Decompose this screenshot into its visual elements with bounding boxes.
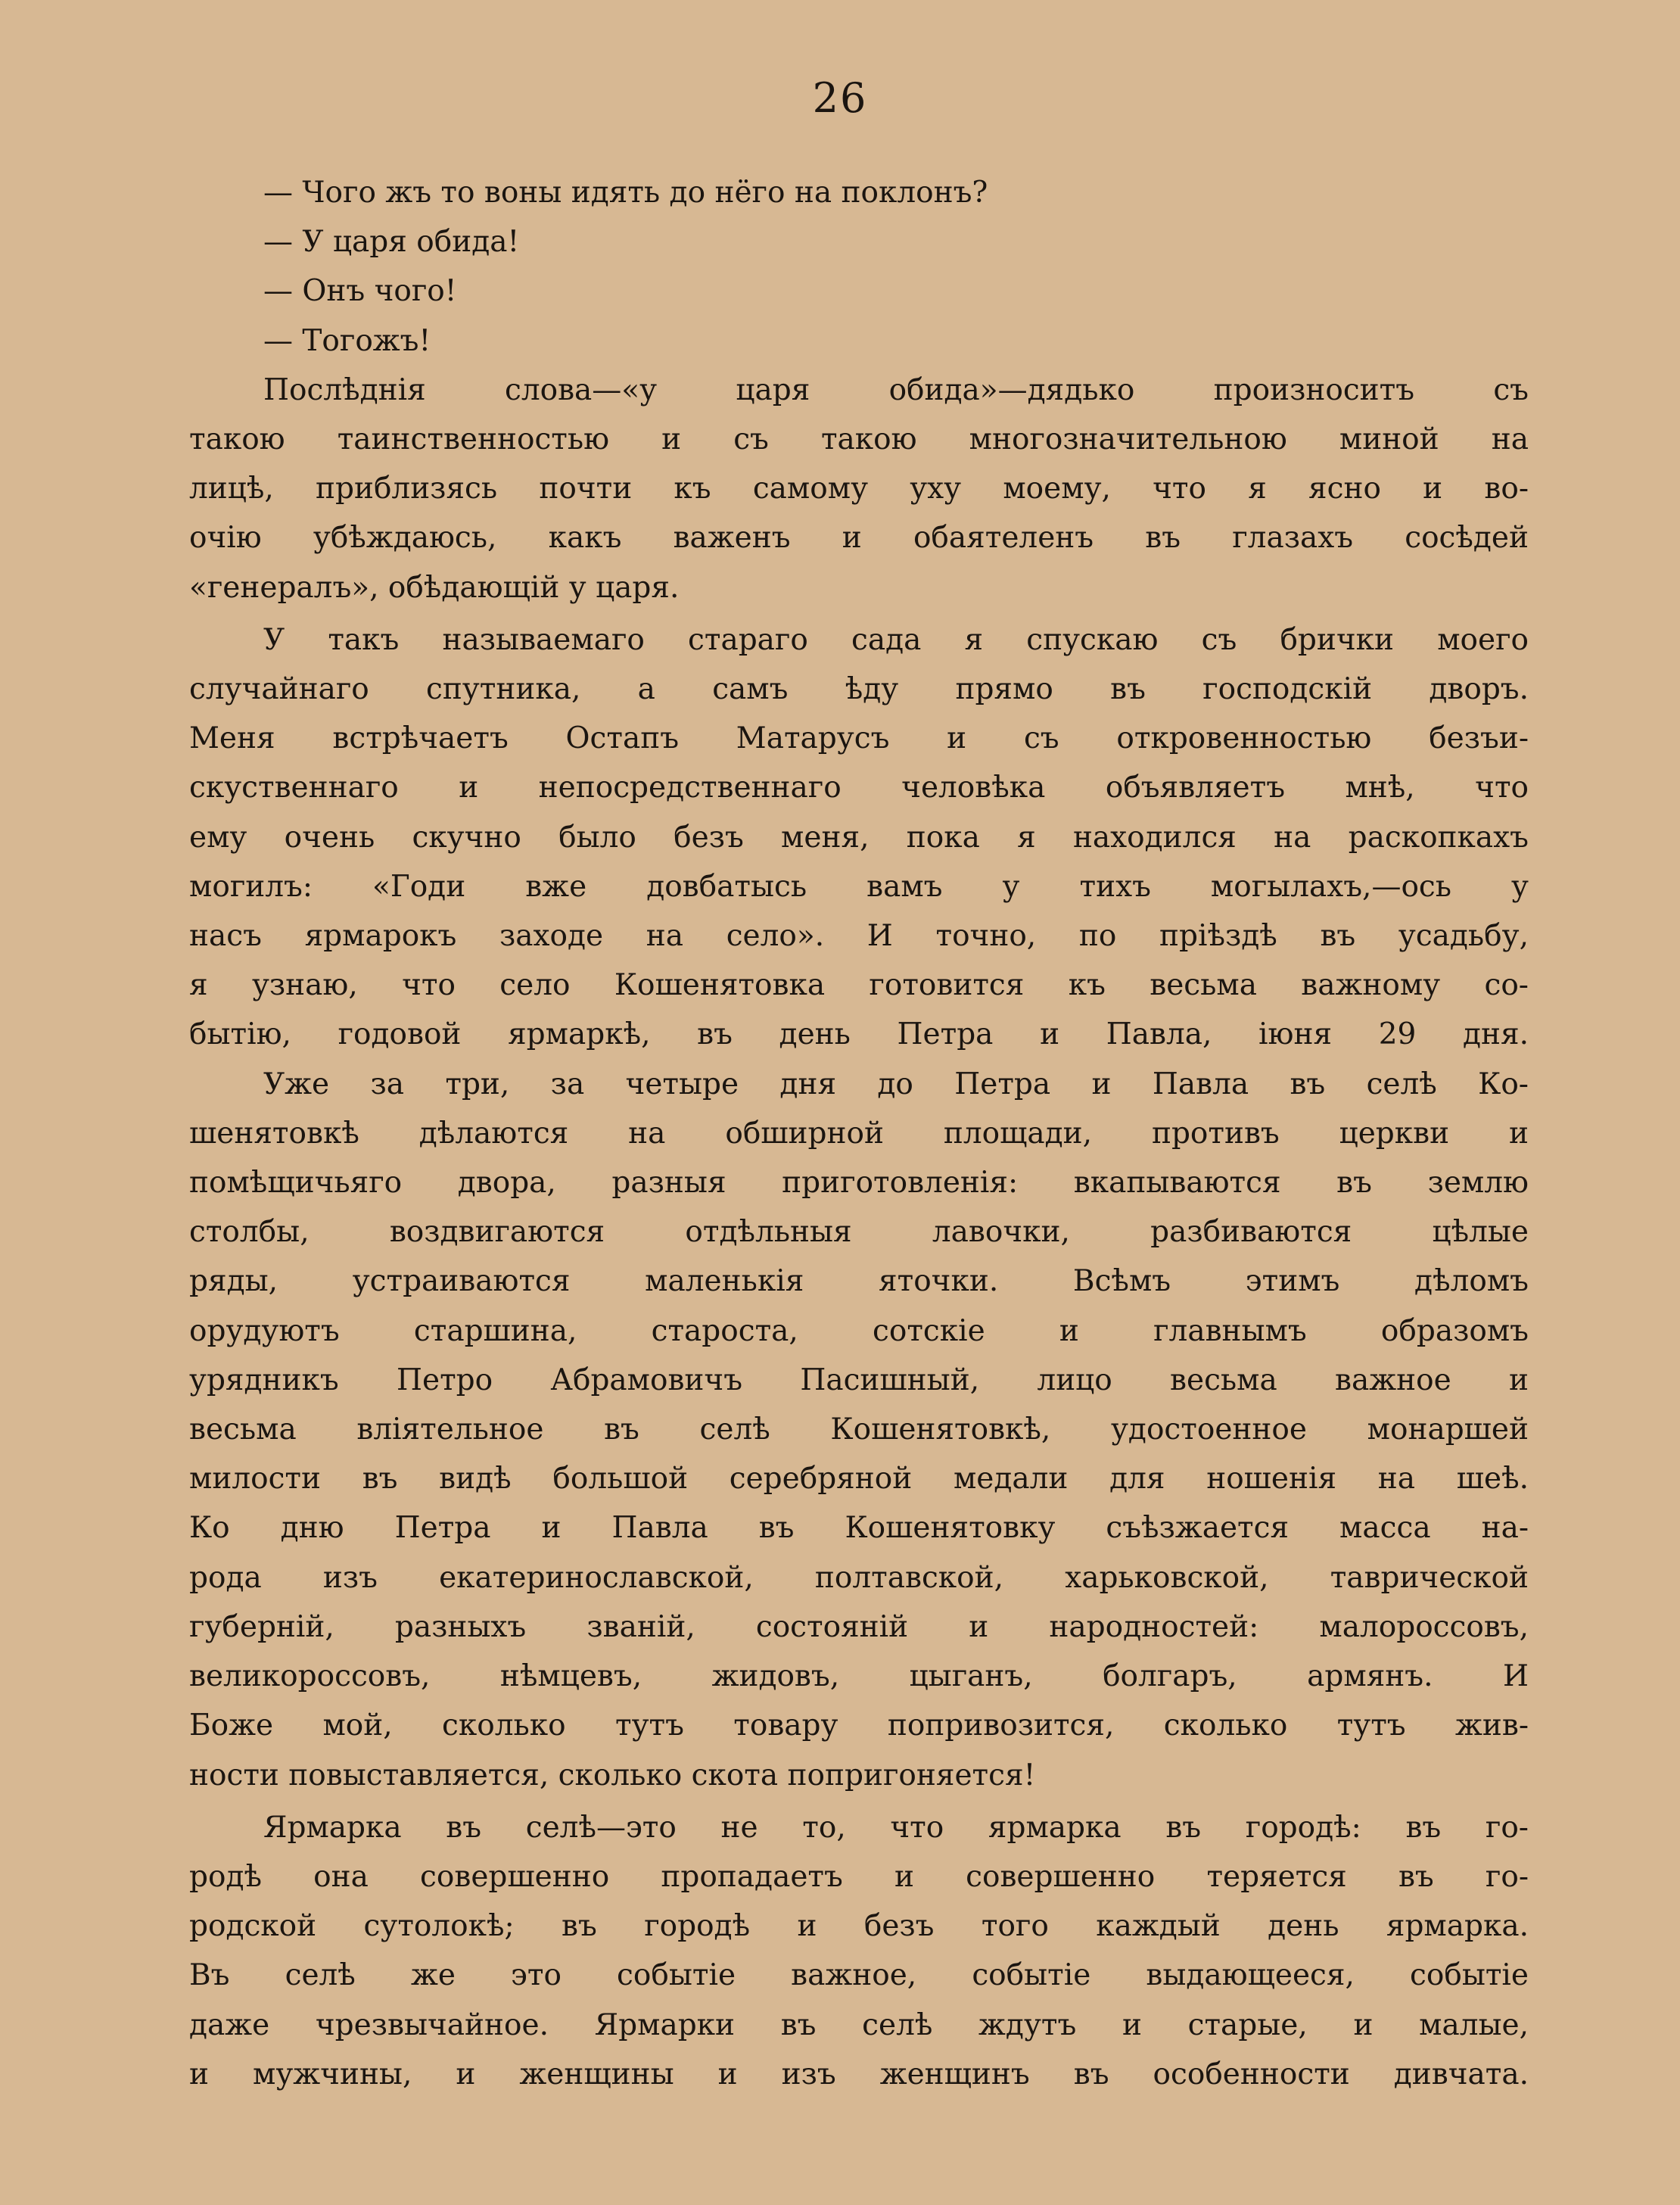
text-line: милости въ видѣ большой серебряной медали для ношенія на шеѣ. xyxy=(189,1462,1529,1496)
text-line: бытію, годовой ярмаркѣ, въ день Петра и Павла, іюня 29 дня. xyxy=(189,1017,1529,1052)
text-line: Ярмарка въ селѣ—это не то, что ярмарка въ городѣ: въ го- xyxy=(263,1810,1529,1845)
dialogue-line: — У царя обида! xyxy=(263,225,520,260)
page-text xyxy=(189,168,1529,2099)
text-line: губерній, разныхъ званій, состояній и народностей: малороссовъ, xyxy=(189,1609,1529,1644)
text-line: ряды, устраиваются маленькія яточки. Всѣмъ этимъ дѣломъ xyxy=(189,1264,1529,1299)
text-line: такою таинственностью и съ такою многозначительною миной на xyxy=(189,422,1529,457)
text-line: скуственнаго и непосредственнаго человѣка объявляетъ мнѣ, что xyxy=(189,771,1529,805)
text-line: весьма вліятельное въ селѣ Кошенятовкѣ, удостоенное монаршей xyxy=(189,1412,1529,1447)
text-line: урядникъ Петро Абрамовичъ Пасишный, лицо весьма важное и xyxy=(189,1363,1529,1397)
text-line: Меня встрѣчаетъ Остапъ Матарусъ и съ откровенностью безъи- xyxy=(189,721,1529,756)
text-line: орудуютъ старшина, староста, сотскіе и главнымъ образомъ xyxy=(189,1313,1529,1348)
text-line: рода изъ екатеринославской, полтавской, харьковской, таврической xyxy=(189,1560,1529,1595)
text-line: я узнаю, что село Кошенятовка готовится къ весьма важному со- xyxy=(189,968,1529,1003)
text-line: даже чрезвычайное. Ярмарки въ селѣ ждутъ и старые, и малые, xyxy=(189,2007,1529,2042)
text-line: родской сутолокѣ; въ городѣ и безъ того каждый день ярмарка. xyxy=(189,1909,1529,1944)
text-line: очію убѣждаюсь, какъ важенъ и обаятеленъ въ глазахъ сосѣдей xyxy=(189,521,1529,556)
page-number: 26 xyxy=(812,74,868,122)
text-line: Послѣднія слова—«у царя обида»—дядько произноситъ съ xyxy=(263,372,1529,407)
paragraph xyxy=(189,1803,1529,2099)
text-line: Ко дню Петра и Павла въ Кошенятовку съѣзжается масса на- xyxy=(189,1511,1529,1546)
dialogue-line: — Чого жъ то воны идять до нёго на поклонъ? xyxy=(263,176,988,210)
text-line: лицѣ, приблизясь почти къ самому уху моему, что я ясно и во- xyxy=(189,472,1529,506)
text-line: Боже мой, сколько тутъ товару попривозится, сколько тутъ жив- xyxy=(189,1708,1529,1743)
text-line: насъ ярмарокъ заходе на село». И точно, по пріѣздѣ въ усадьбу, xyxy=(189,919,1529,954)
paragraph xyxy=(189,366,1529,612)
text-line: родѣ она совершенно пропадаетъ и совершенно теряется въ го- xyxy=(189,1859,1529,1894)
dialogue-line: — Онъ чого! xyxy=(263,274,457,309)
paragraph xyxy=(189,615,1529,1060)
text-line: У такъ называемаго стараго сада я спускаю съ брички моего xyxy=(263,622,1529,657)
text-line: ности повыставляется, сколько скота попригоняется! xyxy=(189,1758,1036,1792)
text-line: шенятовкѣ дѣлаются на обширной площади, противъ церкви и xyxy=(189,1116,1529,1151)
text-line: и мужчины, и женщины и изъ женщинъ въ особенности дивчата. xyxy=(189,2057,1529,2091)
text-line: могилъ: «Годи вже довбатысь вамъ у тихъ могылахъ,—ось у xyxy=(189,869,1529,904)
text-line: Въ селѣ же это событіе важное, событіе выдающееся, событіе xyxy=(189,1958,1529,1993)
text-line: ему очень скучно было безъ меня, пока я находился на раскопкахъ xyxy=(189,820,1529,855)
text-line: «генералъ», обѣдающій у царя. xyxy=(189,570,680,605)
dialogue-line: — Тогожъ! xyxy=(263,323,431,358)
text-line: столбы, воздвигаются отдѣльныя лавочки, разбиваются цѣлые xyxy=(189,1215,1529,1250)
text-line: Уже за три, за четыре дня до Петра и Павла въ селѣ Ко- xyxy=(263,1067,1529,1101)
paragraph xyxy=(189,1060,1529,1800)
text-line: помѣщичьяго двора, разныя приготовленія: вкапываются въ землю xyxy=(189,1166,1529,1201)
text-line: случайнаго спутника, а самъ ѣду прямо въ господскій дворъ. xyxy=(189,672,1529,707)
text-line: великороссовъ, нѣмцевъ, жидовъ, цыганъ, болгаръ, армянъ. И xyxy=(189,1659,1529,1694)
